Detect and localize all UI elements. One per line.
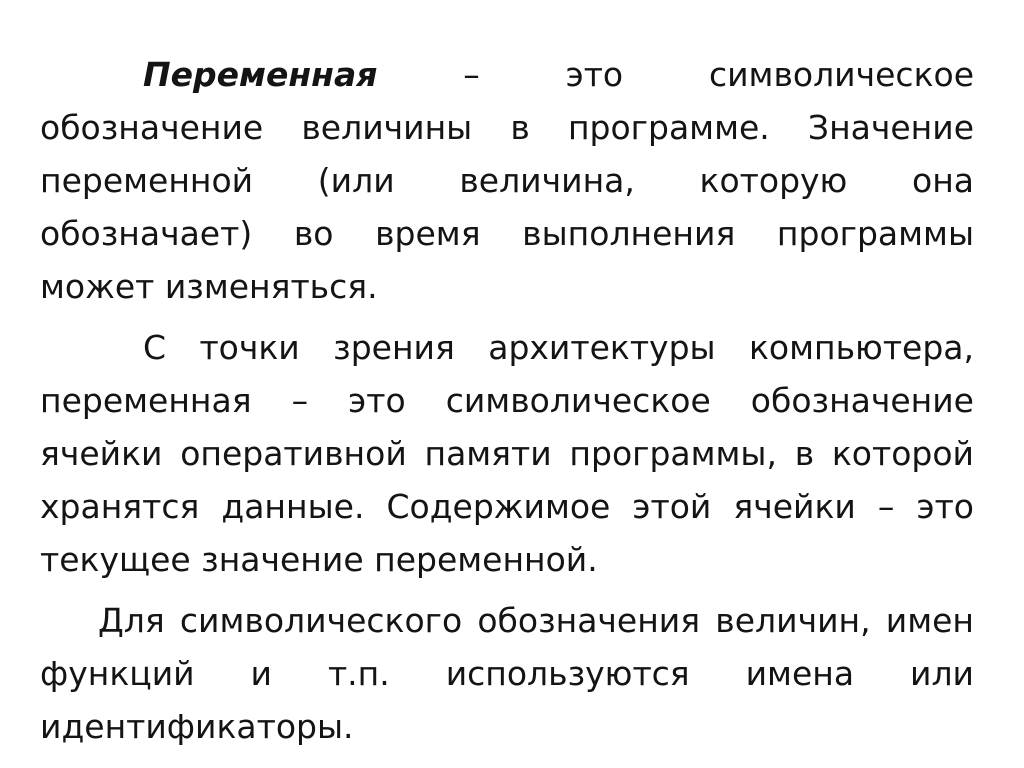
paragraph-architecture-view [40,321,974,586]
slide-content [40,48,974,753]
paragraph1-text: – это символическое обозначение величины в программе. Значение переменной (или величина, которую она обозначает) во время выполнения программы может изменяться. [40,55,974,306]
term-variable: Переменная [143,55,378,94]
paragraph-identifiers [40,594,974,753]
paragraph3-text: Для символического обозначения величин, имен функций и т.п. используются имена или идентификаторы. [40,601,974,746]
paragraph-variable-definition [40,48,974,313]
paragraph2-text: С точки зрения архитектуры компьютера, переменная – это символическое обозначение ячейки оперативной памяти программы, в которой хранятся данные. Содержимое этой ячейки – это текущее значение переменной. [40,328,974,579]
